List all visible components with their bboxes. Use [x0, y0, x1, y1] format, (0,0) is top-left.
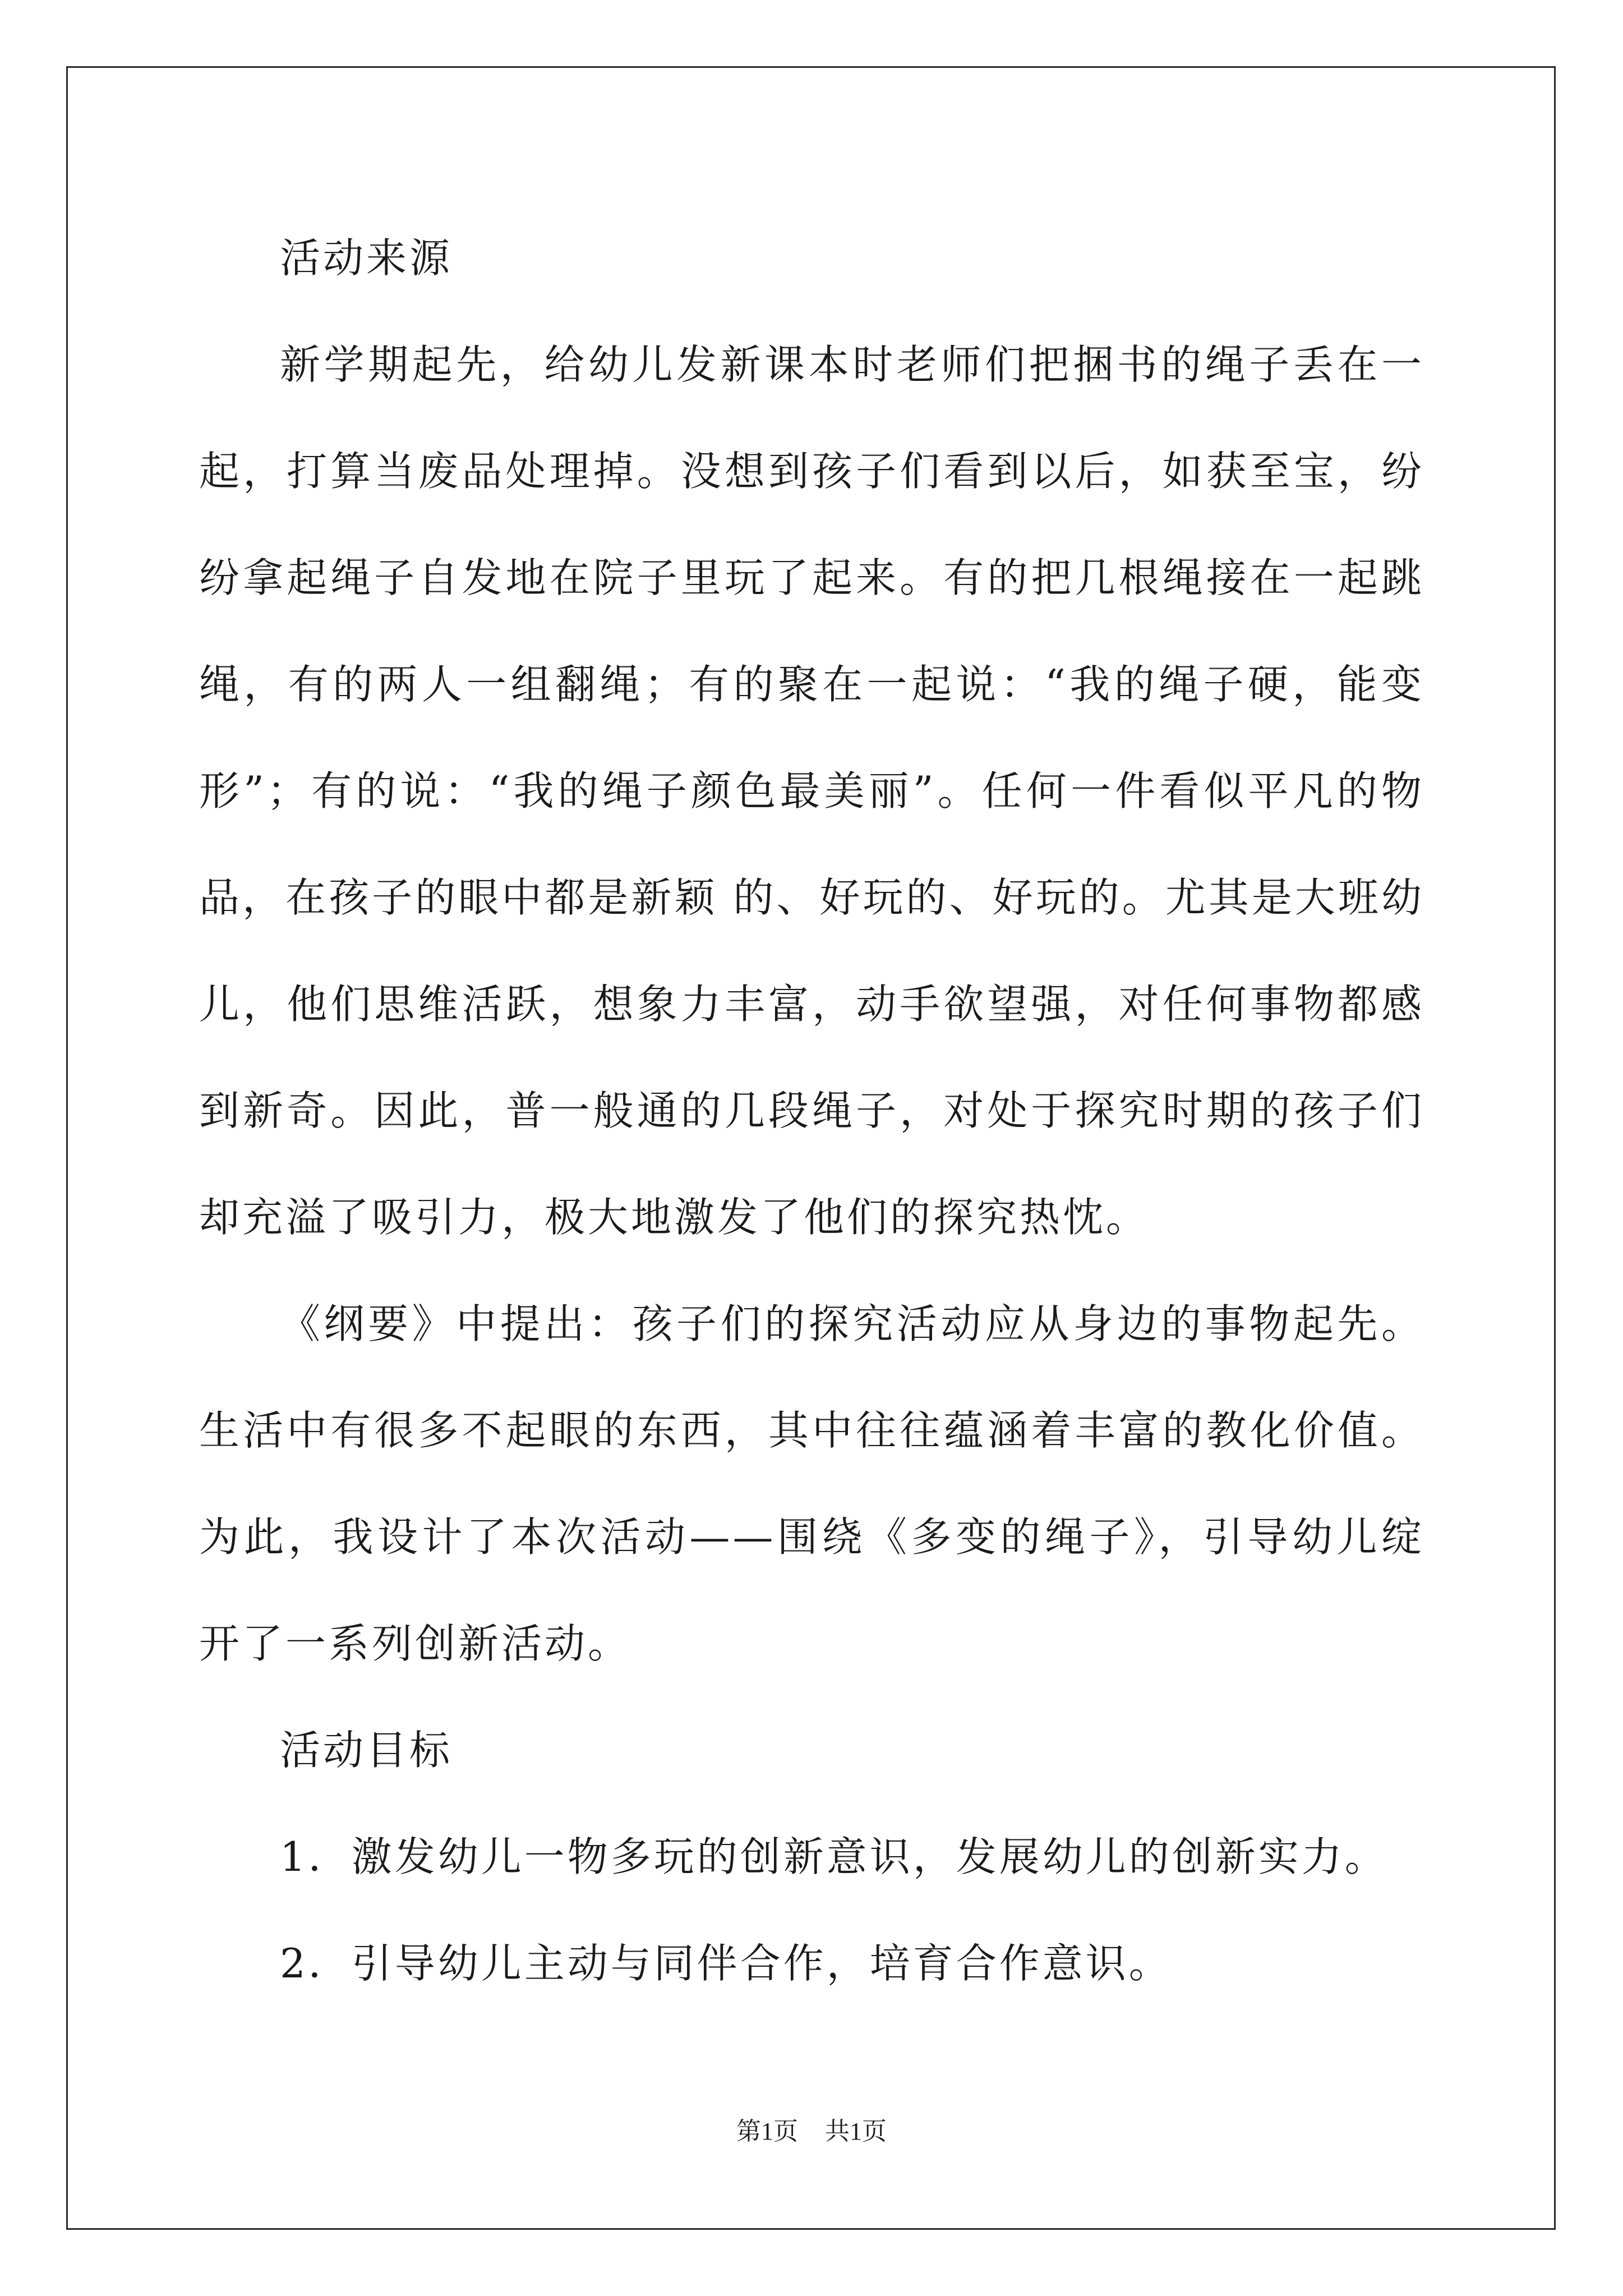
paragraph: 《纲要》中提出：孩子们的探究活动应从身边的事物起先。生活中有很多不起眼的东西，其中往往蕴涵着丰富的教化价值。为此，我设计了本次活动——围绕《多变的绳子》，引导幼儿绽开了一系列创新活动。: [199, 1300, 1424, 1667]
list-item: 1．激发幼儿一物多玩的创新意识，发展幼儿的创新实力。: [280, 1833, 1388, 1880]
page-number: 第1页: [736, 2118, 798, 2145]
section-heading-activity-goals: 活动目标: [280, 1727, 453, 1774]
page-total: 共1页: [825, 2118, 887, 2145]
section-heading-activity-source: 活动来源: [280, 234, 453, 282]
list-item: 2．引导幼儿主动与同伴合作，培育合作意识。: [280, 1940, 1172, 1987]
document-body: [199, 205, 1424, 2017]
paragraph: 新学期起先，给幼儿发新课本时老师们把捆书的绳子丢在一起，打算当废品处理掉。没想到孩子们看到以后，如获至宝，纷纷拿起绳子自发地在院子里玩了起来。有的把几根绳接在一起跳绳，有的两人一组翻绳；有的聚在一起说：“我的绳子硬，能变形”；有的说：“我的绳子颜色最美丽”。任何一件看似平凡的物品，在孩子的眼中都是新颖 的、好玩的、好玩的。尤其是大班幼儿，他们思维活跃，想象力丰富，动手欲望强，对任何事物都感到新奇。因此，普一般通的几段绳子，对处于探究时期的孩子们却充溢了吸引力，极大地激发了他们的探究热忱。: [199, 341, 1424, 1241]
page-footer: [0, 2115, 1623, 2148]
